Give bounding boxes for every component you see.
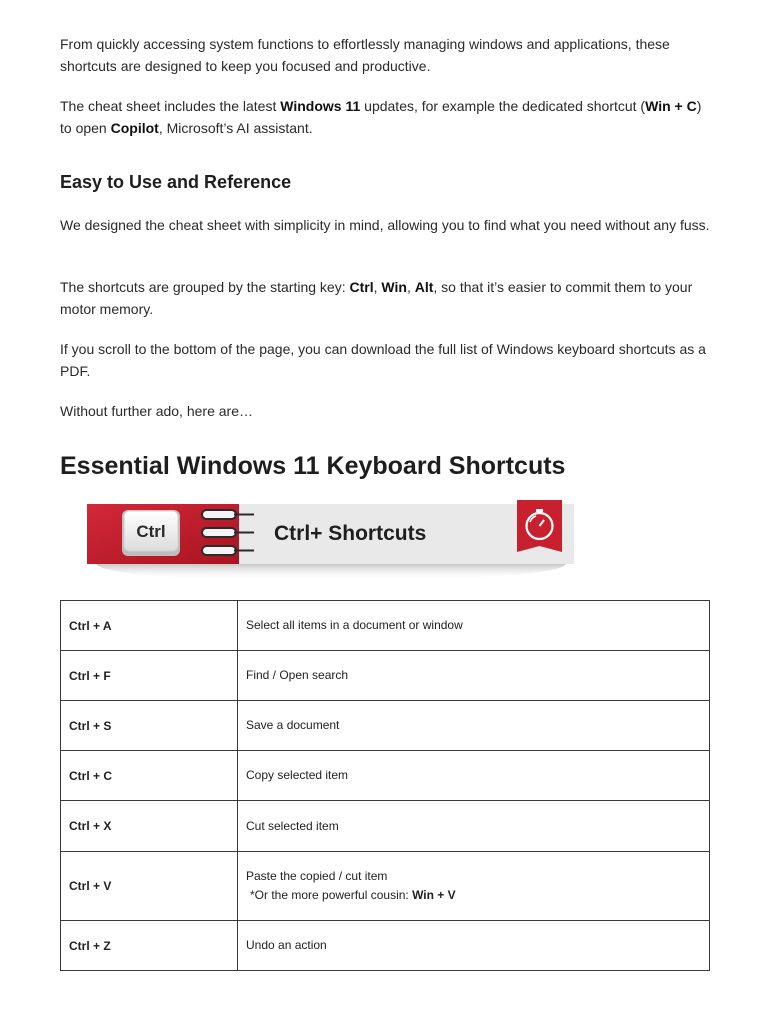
banner-title: Ctrl+ Shortcuts — [274, 522, 427, 545]
bold-text: Copilot — [110, 120, 159, 136]
bold-text: Ctrl — [349, 279, 374, 295]
description-note — [246, 886, 701, 905]
shortcut-description: Find / Open search — [238, 651, 710, 701]
shortcut-description: Cut selected item — [238, 801, 710, 852]
text-segment: updates, for example the dedicated shortcut ( — [360, 98, 646, 114]
stopwatch-icon — [517, 500, 562, 552]
bold-text: Windows 11 — [280, 98, 361, 114]
lead-in-paragraph: Without further ado, here are… — [60, 403, 253, 419]
shortcut-key: Ctrl + F — [61, 651, 238, 701]
description-line: Paste the copied / cut item — [246, 869, 388, 883]
shortcut-description: Undo an action — [238, 921, 710, 971]
text-segment: , Microsoft’s AI assistant. — [158, 120, 313, 136]
bold-text: Win + C — [645, 98, 697, 114]
shortcut-key: Ctrl + A — [61, 601, 238, 651]
table-row — [61, 921, 710, 971]
shortcut-key: Ctrl + C — [61, 751, 238, 801]
main-heading: Essential Windows 11 Keyboard Shortcuts — [60, 452, 566, 480]
shortcut-key: Ctrl + Z — [61, 921, 238, 971]
ctrl-shortcuts-table — [60, 600, 710, 971]
text-segment: The shortcuts are grouped by the starting key: — [60, 279, 350, 295]
text-segment: , — [406, 279, 415, 295]
ctrl-key-icon — [122, 510, 180, 556]
table-row — [61, 701, 710, 751]
text-segment: ) to open — [60, 98, 702, 136]
note-text: *Or the more powerful cousin: — [250, 888, 413, 902]
note-bold-text: Win + V — [412, 888, 456, 902]
text-segment: , so that it’s easier to commit them to your motor memory. — [60, 279, 693, 317]
shortcut-description: Select all items in a document or window — [238, 601, 710, 651]
shortcut-key: Ctrl + X — [61, 801, 238, 852]
table-row — [61, 852, 710, 921]
grouping-paragraph — [60, 276, 715, 320]
shortcut-description: Copy selected item — [238, 751, 710, 801]
intro-paragraph: From quickly accessing system functions to effortlessly managing windows and applications, these shortcuts are designed to keep you focused and productive. — [60, 36, 670, 74]
text-segment: The cheat sheet includes the latest — [60, 98, 281, 114]
text-segment: , — [373, 279, 382, 295]
ctrl-shortcuts-banner — [84, 500, 578, 584]
bold-text: Alt — [414, 279, 434, 295]
section-subheading: Easy to Use and Reference — [60, 172, 292, 192]
table-row — [61, 601, 710, 651]
table-row — [61, 651, 710, 701]
table-row — [61, 751, 710, 801]
simplicity-paragraph: We designed the cheat sheet with simplicity in mind, allowing you to find what you need without any fuss. — [60, 217, 710, 233]
banner-shadow — [96, 564, 566, 580]
windows11-updates-paragraph — [60, 95, 715, 139]
bold-text: Win — [381, 279, 407, 295]
table-row — [61, 801, 710, 852]
shortcut-description: Save a document — [238, 701, 710, 751]
shortcut-description — [238, 852, 710, 921]
ctrl-key-label: Ctrl — [136, 522, 166, 541]
shortcut-key: Ctrl + V — [61, 852, 238, 921]
pdf-download-paragraph: If you scroll to the bottom of the page, you can download the full list of Windows keyboard shortcuts as a PDF. — [60, 341, 706, 379]
shortcut-key: Ctrl + S — [61, 701, 238, 751]
